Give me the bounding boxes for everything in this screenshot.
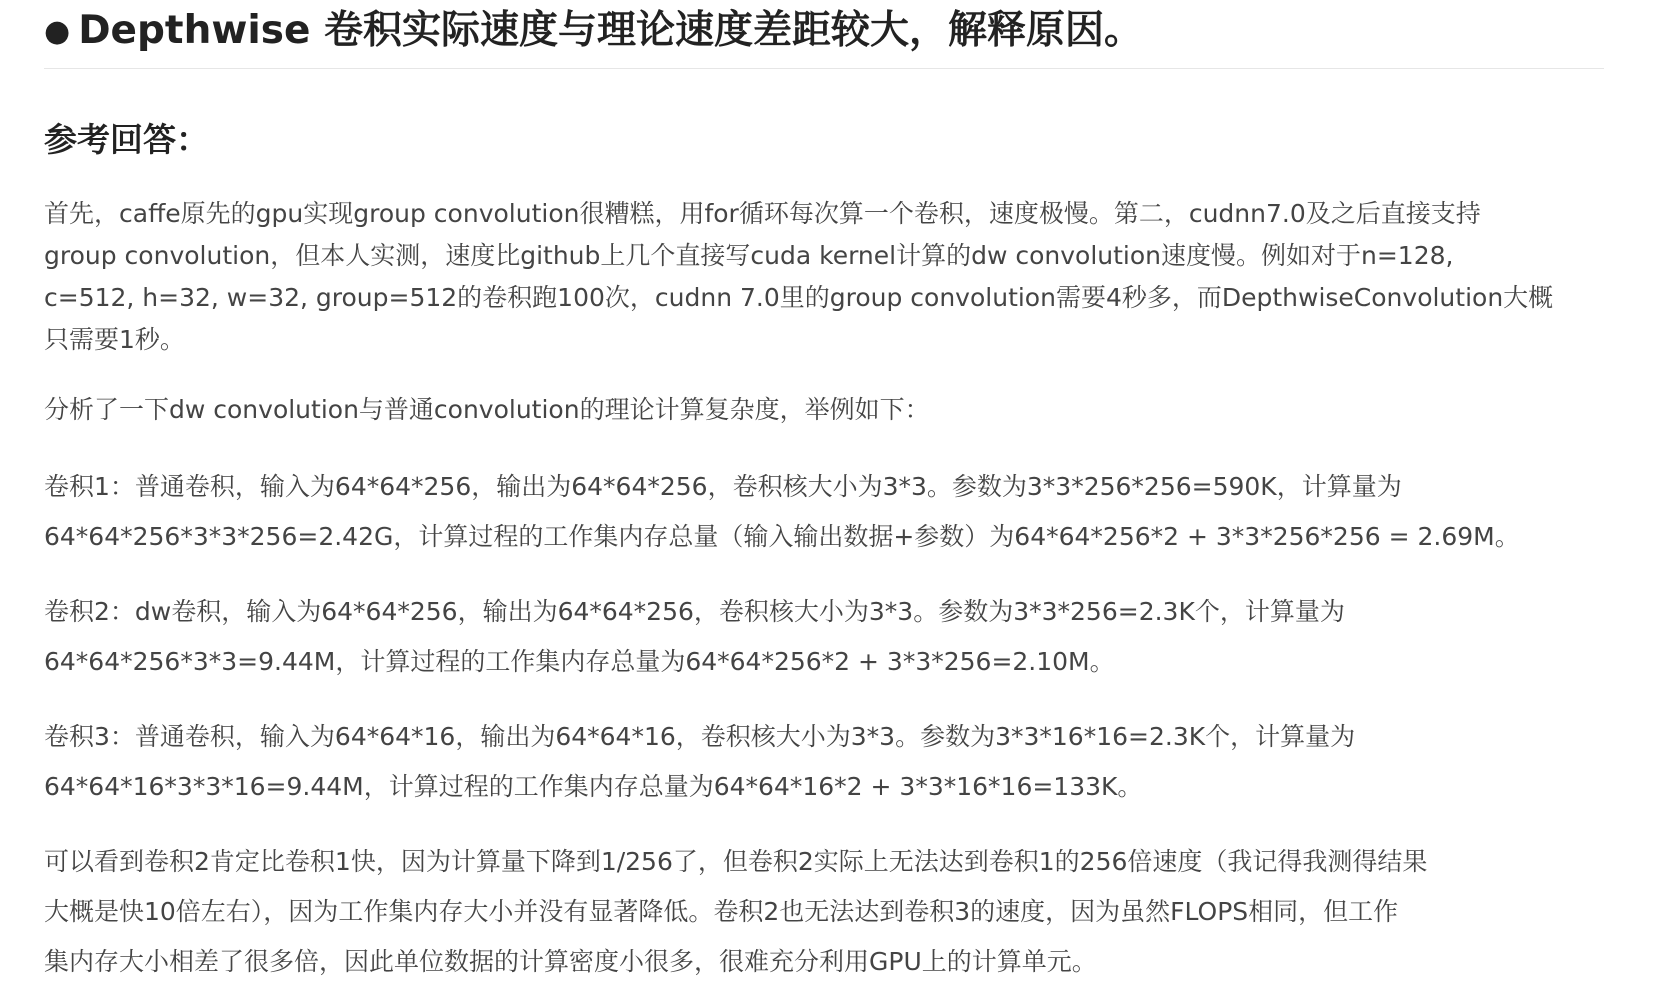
paragraph-line: 分析了一下dw convolution与普通convolution的理论计算复杂度，举例如下： — [44, 395, 930, 424]
paragraph-intro — [44, 193, 1604, 361]
paragraph-conv2 — [44, 587, 1604, 687]
paragraph-line: group convolution，但本人实测，速度比github上几个直接写cuda kernel计算的dw convolution速度慢。例如对于n=128, — [44, 241, 1454, 270]
article-body — [44, 0, 1604, 976]
paragraph-line: 卷积2：dw卷积，输入为64*64*256，输出为64*64*256，卷积核大小为3*3。参数为3*3*256=2.3K个，计算量为 — [44, 597, 1345, 626]
paragraph-line: 64*64*256*3*3*256=2.42G，计算过程的工作集内存总量（输入输出数据+参数）为64*64*256*2 + 3*3*256*256 = 2.69M。 — [44, 522, 1520, 551]
answer-heading: 参考回答： — [44, 120, 209, 159]
paragraph-conv1 — [44, 462, 1604, 562]
paragraph-line: 可以看到卷积2肯定比卷积1快，因为计算量下降到1/256了，但卷积2实际上无法达到卷积1的256倍速度（我记得我测得结果 — [44, 847, 1428, 876]
paragraph-line: 集内存大小相差了很多倍，因此单位数据的计算密度小很多，很难充分利用GPU上的计算单元。 — [44, 947, 1097, 976]
paragraph-line: 64*64*16*3*3*16=9.44M，计算过程的工作集内存总量为64*64*16*2 + 3*3*16*16=133K。 — [44, 772, 1143, 801]
paragraph-conv3 — [44, 712, 1604, 812]
paragraph-analysis — [44, 389, 1604, 431]
question-heading — [44, 0, 1604, 57]
paragraph-line: 首先，caffe原先的gpu实现group convolution很糟糕，用for循环每次算一个卷积，速度极慢。第二，cudnn7.0及之后直接支持 — [44, 199, 1481, 228]
paragraph-line: 卷积3：普通卷积，输入为64*64*16，输出为64*64*16，卷积核大小为3*3。参数为3*3*16*16=2.3K个，计算量为 — [44, 722, 1356, 751]
paragraph-conclusion — [44, 837, 1604, 987]
paragraph-line: 卷积1：普通卷积，输入为64*64*256，输出为64*64*256，卷积核大小为3*3。参数为3*3*256*256=590K，计算量为 — [44, 472, 1402, 501]
bullet-icon: ● — [44, 14, 71, 49]
paragraph-line: 64*64*256*3*3=9.44M，计算过程的工作集内存总量为64*64*256*2 + 3*3*256=2.10M。 — [44, 647, 1115, 676]
question-title: Depthwise 卷积实际速度与理论速度差距较大，解释原因。 — [78, 8, 1143, 53]
paragraph-line: c=512, h=32, w=32, group=512的卷积跑100次，cudnn 7.0里的group convolution需要4秒多，而DepthwiseConvolution大概 — [44, 283, 1554, 312]
heading-divider — [44, 68, 1604, 69]
paragraph-line: 只需要1秒。 — [44, 325, 185, 354]
paragraph-line: 大概是快10倍左右），因为工作集内存大小并没有显著降低。卷积2也无法达到卷积3的速度，因为虽然FLOPS相同，但工作 — [44, 897, 1399, 926]
